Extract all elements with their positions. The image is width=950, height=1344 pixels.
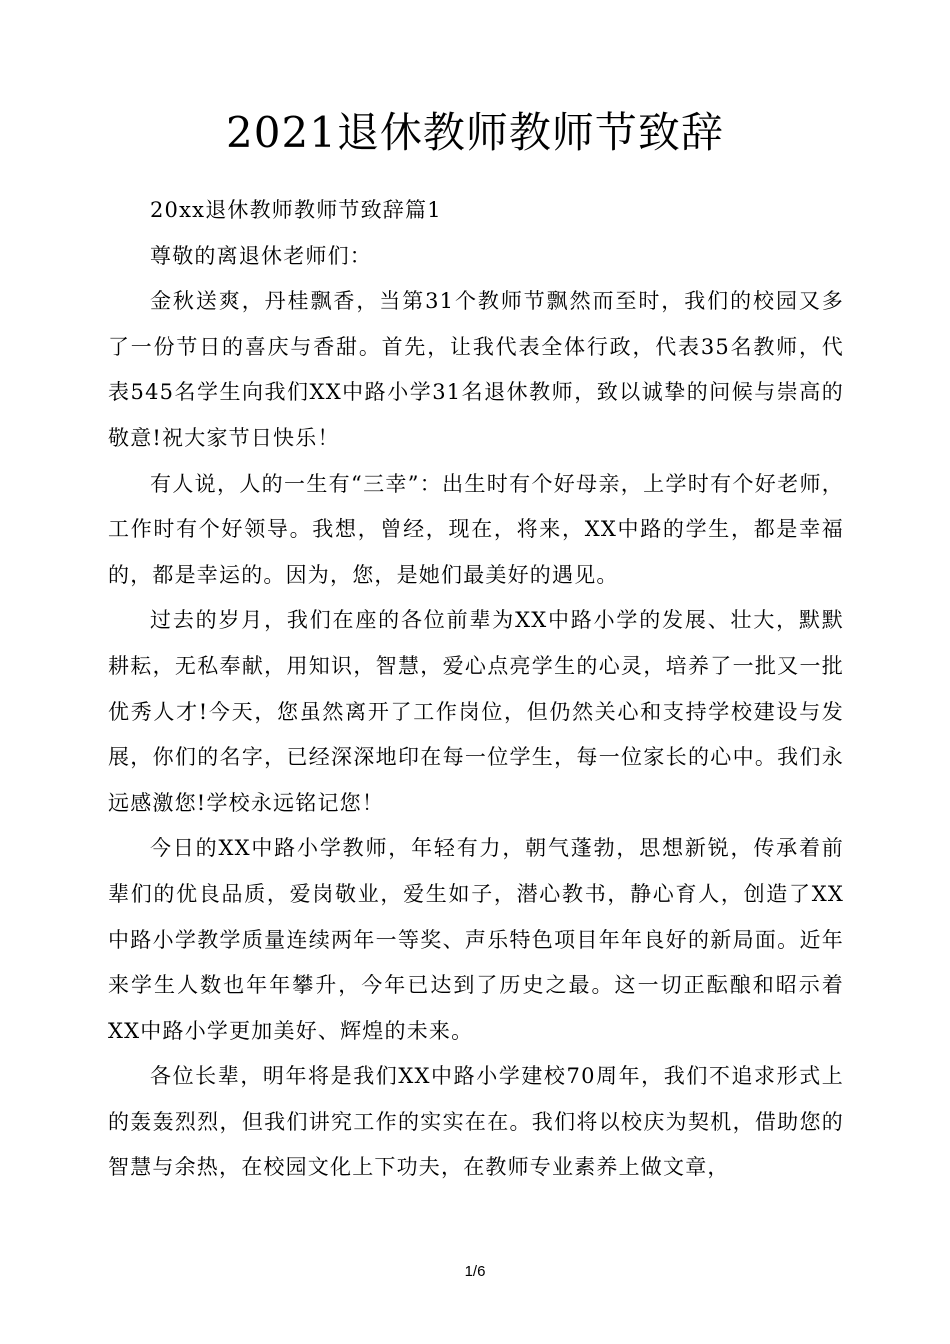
document-body — [108, 188, 844, 1191]
paragraph: 今日的XX中路小学教师，年轻有力，朝气蓬勃，思想新锐，传承着前辈们的优良品质，爱岗敬业，爱生如子，潜心教书，静心育人，创造了XX中路小学教学质量连续两年一等奖、声乐特色项目年年良好的新局面。近年来学生人数也年年攀升，今年已达到了历史之最。这一切正酝酿和昭示着XX中路小学更加美好、辉煌的未来。 — [108, 836, 844, 1043]
paragraph: 金秋送爽，丹桂飘香，当第31个教师节飘然而至时，我们的校园又多了一份节日的喜庆与香甜。首先，让我代表全体行政，代表35名教师，代表545名学生向我们XX中路小学31名退休教师，致以诚挚的问候与崇高的敬意!祝大家节日快乐！ — [108, 289, 844, 450]
document-title: 2021退休教师教师节致辞 — [226, 108, 724, 157]
section-heading: 20xx退休教师教师节致辞篇1 — [150, 198, 442, 222]
page-number: 1/6 — [464, 1263, 486, 1280]
paragraph: 有人说，人的一生有“三幸”：出生时有个好母亲，上学时有个好老师，工作时有个好领导。我想，曾经，现在，将来，XX中路的学生，都是幸福的，都是幸运的。因为，您，是她们最美好的遇见。 — [108, 471, 844, 587]
salutation: 尊敬的离退休老师们： — [150, 243, 372, 268]
paragraph: 过去的岁月，我们在座的各位前辈为XX中路小学的发展、壮大，默默耕耘，无私奉献，用知识，智慧，爱心点亮学生的心灵，培养了一批又一批优秀人才!今天，您虽然离开了工作岗位，但仍然关心和支持学校建设与发展，你们的名字，已经深深地印在每一位学生，每一位家长的心中。我们永远感激您!学校永远铭记您！ — [108, 608, 844, 815]
paragraph: 各位长辈，明年将是我们XX中路小学建校70周年，我们不追求形式上的轰轰烈烈，但我们讲究工作的实实在在。我们将以校庆为契机，借助您的智慧与余热，在校园文化上下功夫，在教师专业素养上做文章， — [108, 1064, 844, 1180]
